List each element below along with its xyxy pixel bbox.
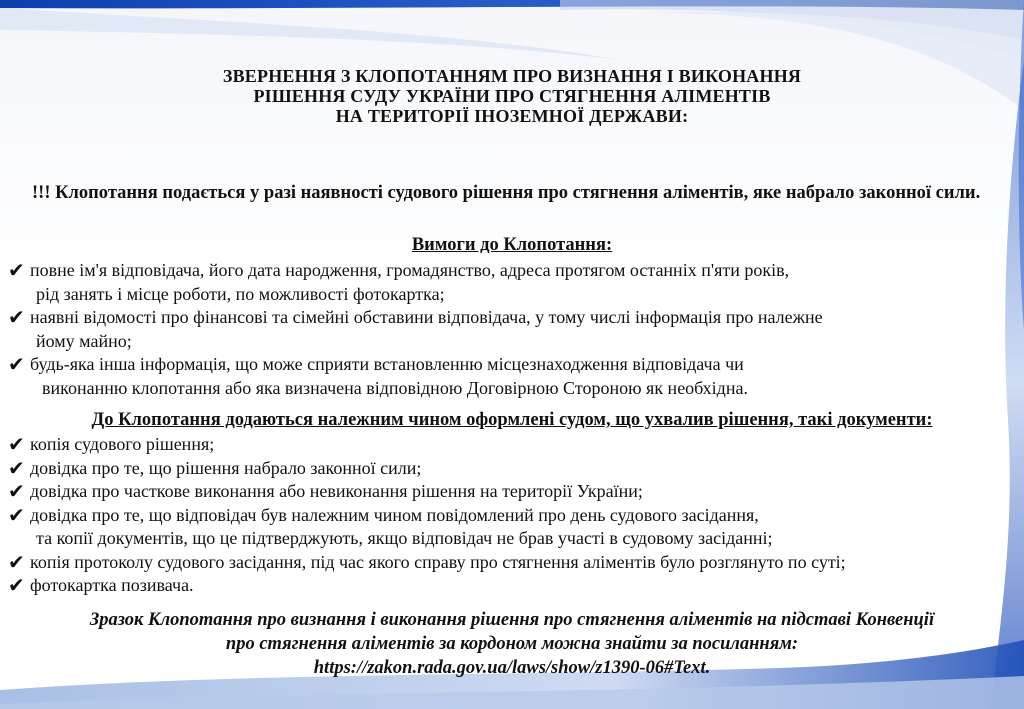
item-line: будь-яка інша інформація, що може сприяти встановленню місцезнаходження відповідача чи — [30, 354, 744, 374]
check-mark-icon: ✔ — [8, 455, 25, 480]
check-mark-icon: ✔ — [8, 432, 25, 456]
item-line-continuation: виконанню клопотання або яка визначена відповідною Договірною Стороною як необхідна. — [42, 377, 748, 398]
item-line: копія судового рішення; — [30, 434, 215, 454]
item-line-continuation: рід занять і місце роботи, по можливості фотокартка; — [36, 283, 445, 304]
check-mark-icon: ✔ — [8, 258, 25, 282]
list-item — [8, 353, 998, 400]
requirements-list — [8, 259, 998, 400]
check-mark-icon: ✔ — [8, 305, 25, 329]
check-mark-icon: ✔ — [8, 352, 25, 376]
list-item — [8, 306, 998, 353]
item-line-continuation: йому майно; — [36, 330, 132, 351]
notice-text: !!! Клопотання подається у разі наявності судового рішення про стягнення аліментів, яке набрало законної сили. — [32, 183, 981, 203]
list-item — [8, 433, 998, 457]
list-item — [8, 551, 998, 575]
list-item — [8, 574, 998, 598]
check-mark-icon: ✔ — [8, 479, 25, 503]
documents-heading: До Клопотання додаються належним чином оформлені судом, що ухвалив рішення, такі документи: — [91, 410, 933, 430]
check-mark-icon: ✔ — [8, 573, 25, 597]
footer-note — [0, 608, 1024, 680]
title-line-2: РІШЕННЯ СУДУ УКРАЇНИ ПРО СТЯГНЕННЯ АЛІМЕНТІВ — [253, 86, 771, 106]
item-line: наявні відомості про фінансові та сімейні обставини відповідача, у тому числі інформація про належне — [30, 307, 823, 327]
footer-line-2: про стягнення аліментів за кордоном можна знайти за посиланням: — [225, 634, 799, 654]
list-item — [8, 259, 998, 306]
document-title — [60, 66, 964, 126]
footer-line-1: Зразок Клопотання про визнання і виконання рішення про стягнення аліментів на підставі Конвенції — [89, 610, 935, 630]
title-line-1: ЗВЕРНЕННЯ З КЛОПОТАННЯМ ПРО ВИЗНАННЯ І ВИКОНАННЯ — [222, 66, 802, 86]
list-item — [8, 504, 998, 551]
list-item — [8, 480, 998, 504]
item-line: фотокартка позивача. — [30, 575, 194, 595]
check-mark-icon: ✔ — [8, 502, 25, 527]
item-line: довідка про часткове виконання або невиконання рішення на території України; — [30, 481, 643, 501]
item-line: копія протоколу судового засідання, під час якого справу про стягнення аліментів було розглянуто по суті; — [30, 551, 846, 572]
item-line: довідка про те, що рішення набрало законної сили; — [30, 457, 422, 478]
documents-list — [8, 433, 998, 598]
check-mark-icon: ✔ — [8, 549, 25, 574]
footer-link[interactable]: https://zakon.rada.gov.ua/laws/show/z1390-06#Text. — [313, 658, 711, 678]
item-line: довідка про те, що відповідач був належним чином повідомлений про день судового засідання, — [30, 504, 759, 525]
list-item — [8, 457, 998, 481]
item-line-continuation: та копії документів, що це підтверджують, якщо відповідач не брав участі в судовому засіданні; — [36, 528, 773, 548]
item-line: повне ім'я відповідача, його дата народження, громадянство, адреса протягом останніх п'яти років, — [30, 260, 790, 280]
title-line-3: НА ТЕРИТОРІЇ ІНОЗЕМНОЇ ДЕРЖАВИ: — [335, 106, 689, 126]
requirements-heading: Вимоги до Клопотання: — [411, 235, 613, 255]
